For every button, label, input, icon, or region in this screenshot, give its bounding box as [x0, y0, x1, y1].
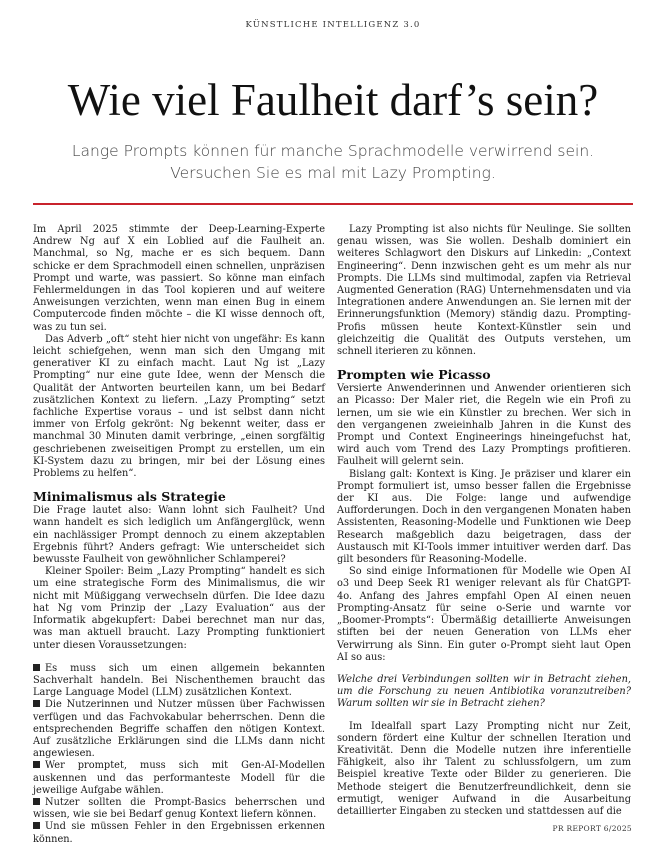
publication-footer: PR REPORT 6/2025 [552, 824, 632, 833]
section-heading-minimalismus: Minimalismus als Strategie [33, 489, 226, 505]
bullet-text: Es muss sich um einen allgemein bekannten Sachverhalt handeln. Bei Nischenthemen braucht das Large Language Model (LLM) zusätzlichen Kontext. [33, 662, 325, 699]
paragraph: So sind einige Informationen für Modelle wie Open AI o3 und Deep Seek R1 weniger relevant als für ChatGPT-4o. Anfang des Jahres empfahl Open AI einen neuen Prompting-Ansatz für seine o-Serie und warnte vor „Boomer-Prompts“: Übermäßig detaillierte Anweisungen stiften bei der neuen Generation von LLMs eher Verwirrung als Sinn. Ein guter o-Prompt sieht laut Open AI so aus: [337, 566, 631, 663]
article-headline: Wie viel Faulheit darf’s sein? [67, 75, 599, 125]
paragraph: Versierte Anwenderinnen und Anwender orientieren sich an Picasso: Der Maler riet, die Regeln wie ein Profi zu lernen, um sie wie ein Künstler zu brechen. Wer sich in den vergangenen zweieinhalb Jahren in die Kunst des Prompt und Context Engineerings hineingefuchst hat, wird auch vom Trend des Lazy Promptings profitieren. Faulheit will gelernt sein. [337, 383, 631, 468]
red-divider [33, 203, 633, 205]
paragraph: Lazy Prompting ist also nichts für Neulinge. Sie sollten genau wissen, was Sie wollen. Deshalb dominiert ein weiteres Schlagwort den Diskurs auf Linkedin: „Context Engineering“. Denn inzwischen geht es um mehr als nur Prompts. Die LLMs sind multimodal, zapfen via Retrieval Augmented Generation (RAG) Unternehmensdaten und via Integrationen andere Anwendungen an. Sie lernen mit der Erinnerungsfunktion (Memory) ständig dazu. Prompting-Profis müssen heute Kontext-Künstler sein und gleichzeitig die Qualität des Outputs verstehen, um schnell iterieren zu können. [337, 224, 631, 358]
paragraph: Das Adverb „oft“ steht hier nicht von ungefähr: Es kann leicht schiefgehen, wenn man sich den Umgang mit generativer KI zu einfach macht. Laut Ng ist „Lazy Prompting“ nur eine gute Idee, wenn der Mensch die Qualität der Antworten beurteilen kann, um bei Bedarf zusätzlichen Kontext zu liefern. „Lazy Prompting“ setzt fachliche Expertise voraus – und ist selbst dann nicht immer von Erfolg gekrönt: Ng bekennt weiter, dass er manchmal 30 Minuten damit verbringe, „einen sorgfältig geschriebenen zweiseitigen Prompt zu erstellen, um ein KI-System dazu zu bringen, mir bei der Lösung eines Problems zu helfen“. [33, 333, 325, 480]
bullet-item [33, 699, 325, 760]
paragraph: Die Frage lautet also: Wann lohnt sich Faulheit? Und wann handelt es sich lediglich um Anfängerglück, wenn ein nachlässiger Prompt dennoch zu einem akzeptablen Ergebnis führt? Anders gefragt: Wie unterscheidet sich bewusste Faulheit von gewöhnlicher Schlamperei? [33, 505, 325, 566]
section-kicker: KÜNSTLICHE INTELLIGENZ 3.0 [245, 20, 421, 30]
square-bullet-icon [33, 761, 40, 768]
page-number: 4 [33, 822, 39, 832]
bullet-item [33, 663, 325, 700]
square-bullet-icon [33, 700, 40, 707]
square-bullet-icon [33, 798, 40, 805]
bullet-item [33, 821, 325, 845]
bullet-text: Die Nutzerinnen und Nutzer müssen über Fachwissen verfügen und das Fachvokabular beherrschen. Denn die entsprechenden Begriffe schaffen den nötigen Kontext. Auf zusätzliche Erklärungen sind die LLMs dann nicht angewiesen. [33, 699, 325, 760]
paragraph: Im April 2025 stimmte der Deep-Learning-Experte Andrew Ng auf X ein Loblied auf die Faulheit an. Manchmal, so Ng, mache er es sich bequem. Dann schicke er dem Sprachmodell einen schnellen, unpräzisen Prompt und warte, was passiert. So könne man einfach Fehlermeldungen in das Tool kopieren und auf weitere Anweisungen verzichten, wenn man einen Bug in einem Computercode finden möchte – die KI wisse dennoch oft, was zu tun sei. [33, 224, 325, 333]
article-subtitle: Lange Prompts können für manche Sprachmodelle verwirrend sein. Versuchen Sie es mal mit Lazy Prompting. [71, 142, 595, 182]
section-heading-picasso: Prompten wie Picasso [337, 367, 491, 383]
paragraph: Im Idealfall spart Lazy Prompting nicht nur Zeit, sondern fördert eine Kultur der schnellen Iteration und Kreativität. Denn die Modelle nutzen ihre inferentielle Fähigkeit, also ihr Talent zu schlussfolgern, um zum Beispiel kreative Texte oder Bilder zu generieren. Die Methode steigert die Benutzerfreundlichkeit, denn sie ermutigt, weniger Aufwand in die Ausarbeitung detaillierter Eingaben zu stecken und stattdessen auf die [337, 720, 631, 817]
left-column [33, 224, 325, 846]
paragraph: Kleiner Spoiler: Beim „Lazy Prompting“ handelt es sich um eine strategische Form des Minimalismus, die wir nicht mit Müßiggang verwechseln dürfen. Die Idee dazu hat Ng vom Prinzip der „Lazy Evaluation“ aus der Informatik abgekupfert: Dabei berechnet man nur das, was man aktuell braucht. Lazy Prompting funktioniert unter diesen Voraussetzungen: [33, 566, 325, 651]
bullet-text: Nutzer sollten die Prompt-Basics beherrschen und wissen, wie sie bei Bedarf genug Kontext liefern können. [33, 796, 325, 821]
bullet-item [33, 797, 325, 821]
bullet-text: Wer promptet, muss sich mit Gen-AI-Modellen auskennen und das performanteste Modell für die jeweilige Aufgabe wählen. [33, 760, 325, 796]
right-column [337, 224, 631, 818]
bullet-item [33, 760, 325, 797]
paragraph: Bislang galt: Kontext is King. Je präziser und klarer ein Prompt formuliert ist, umso besser fallen die Ergebnisse der KI aus. Die Folge: lange und aufwendige Aufforderungen. Doch in den vergangenen Monaten haben Assistenten, Reasoning-Modelle und Funktionen wie Deep Research maßgeblich dazu beigetragen, dass der Austausch mit KI-Tools immer intuitiver werden darf. Das gilt besonders für Reasoning-Modelle. [337, 468, 631, 566]
bullet-text: Und sie müssen Fehler in den Ergebnissen erkennen können. [33, 821, 325, 845]
example-prompt-quote: Welche drei Verbindungen sollten wir in Betracht ziehen, um die Forschung zu neuen Antibiotika voranzutreiben? Warum sollten wir sie in Betracht ziehen? [337, 673, 631, 710]
square-bullet-icon [33, 664, 40, 671]
